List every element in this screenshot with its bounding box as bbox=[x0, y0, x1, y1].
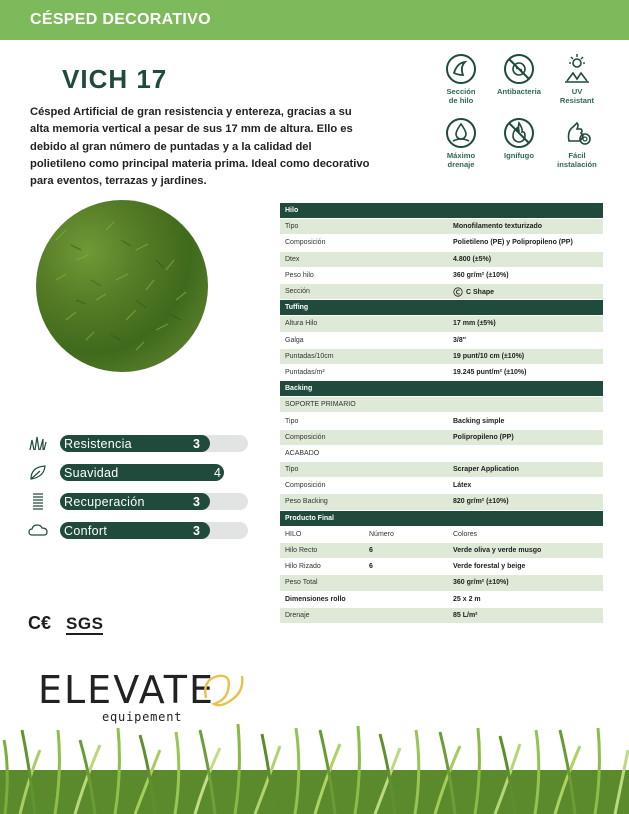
feature-yarn-section: Sección de hilo bbox=[430, 53, 492, 105]
spec-section-header: Hilo bbox=[280, 203, 603, 218]
brand-mark-icon bbox=[198, 668, 248, 716]
feature-uv-resistant: UV Resistant bbox=[546, 53, 608, 105]
leaf-icon bbox=[28, 463, 48, 481]
spec-row: Tipo Monofilamento texturizado bbox=[280, 219, 603, 234]
spec-row: Peso Total 360 gr/m² (±10%) bbox=[280, 575, 603, 590]
spec-row: Tipo Scraper Application bbox=[280, 462, 603, 477]
grass-sample-image bbox=[36, 200, 208, 372]
product-title: VICH 17 bbox=[62, 64, 168, 94]
rating-bar: Recuperación 3 bbox=[60, 493, 248, 510]
spec-subheader: SOPORTE PRIMARIO bbox=[280, 397, 603, 412]
ce-mark: C€ bbox=[28, 613, 52, 633]
grass-icon bbox=[28, 434, 48, 452]
drainage-icon bbox=[445, 117, 477, 149]
rating-bar: Resistencia 3 bbox=[60, 435, 248, 452]
yarn-section-icon bbox=[445, 53, 477, 85]
spec-row: Dtex 4.800 (±5%) bbox=[280, 252, 603, 267]
brand-tagline: equipement bbox=[102, 710, 183, 724]
feature-drainage: Máximo drenaje bbox=[430, 117, 492, 169]
sgs-mark: SGS bbox=[66, 614, 104, 633]
spec-row: Composición Polipropileno (PP) bbox=[280, 430, 603, 445]
antibacterial-icon bbox=[503, 53, 535, 85]
spec-row: Tipo Backing simple bbox=[280, 413, 603, 428]
feature-antibacterial: Antibacteria bbox=[488, 53, 550, 97]
spec-row: Peso hilo 360 gr/m² (±10%) bbox=[280, 268, 603, 283]
easy-install-icon bbox=[561, 117, 593, 149]
spec-row: Galga 3/8" bbox=[280, 333, 603, 348]
spec-row: Hilo Recto 6 Verde oliva y verde musgo bbox=[280, 543, 603, 558]
brand-name: ELEVATE bbox=[38, 668, 216, 712]
header-bar bbox=[0, 0, 629, 40]
spec-column-header: HILO Número Colores bbox=[280, 527, 603, 542]
spec-row: Hilo Rizado 6 Verde forestal y beige bbox=[280, 559, 603, 574]
spring-icon bbox=[28, 492, 48, 510]
rating-bar: Confort 3 bbox=[60, 522, 248, 539]
c-shape-icon bbox=[453, 287, 463, 297]
uv-resistant-icon bbox=[561, 53, 593, 85]
spec-row: Composición Polietileno (PE) y Polipropileno (PP) bbox=[280, 235, 603, 250]
feature-fireproof: Ignífugo bbox=[488, 117, 550, 161]
spec-subheader: ACABADO bbox=[280, 446, 603, 461]
spec-row: Drenaje 85 L/m² bbox=[280, 608, 603, 623]
grass-banner-image bbox=[0, 700, 629, 814]
spec-section-header: Tuffing bbox=[280, 300, 603, 315]
feature-easy-install: Fácil instalación bbox=[546, 117, 608, 169]
spec-row: Puntadas/m² 19.245 punt/m² (±10%) bbox=[280, 365, 603, 380]
spec-row: Dimensiones rollo 25 x 2 m bbox=[280, 592, 603, 607]
spec-row: Altura Hilo 17 mm (±5%) bbox=[280, 316, 603, 331]
spec-row: Puntadas/10cm 19 punt/10 cm (±10%) bbox=[280, 349, 603, 364]
spec-row: Composición Látex bbox=[280, 478, 603, 493]
rating-bar: Suavidad 4 bbox=[60, 464, 224, 481]
spec-table bbox=[280, 202, 603, 624]
brand-logo bbox=[38, 668, 216, 724]
cloud-icon bbox=[28, 521, 48, 539]
spec-section-header: Producto Final bbox=[280, 511, 603, 526]
spec-row: Sección C Shape bbox=[280, 284, 603, 299]
certifications bbox=[28, 613, 103, 634]
fireproof-icon bbox=[503, 117, 535, 149]
category-title: CÉSPED DECORATIVO bbox=[30, 11, 211, 28]
product-description: Césped Artificial de gran resistencia y entereza, gracias a su alta memoria vertical a pesar de sus 17 mm de altura. Ello es debido al gran número de puntadas y a la calidad del polietileno como principal materia prima. Ideal como decorativo para eventos, terrazas y jardines. bbox=[30, 106, 370, 188]
spec-row: Peso Backing 820 gr/m² (±10%) bbox=[280, 494, 603, 509]
spec-section-header: Backing bbox=[280, 381, 603, 396]
